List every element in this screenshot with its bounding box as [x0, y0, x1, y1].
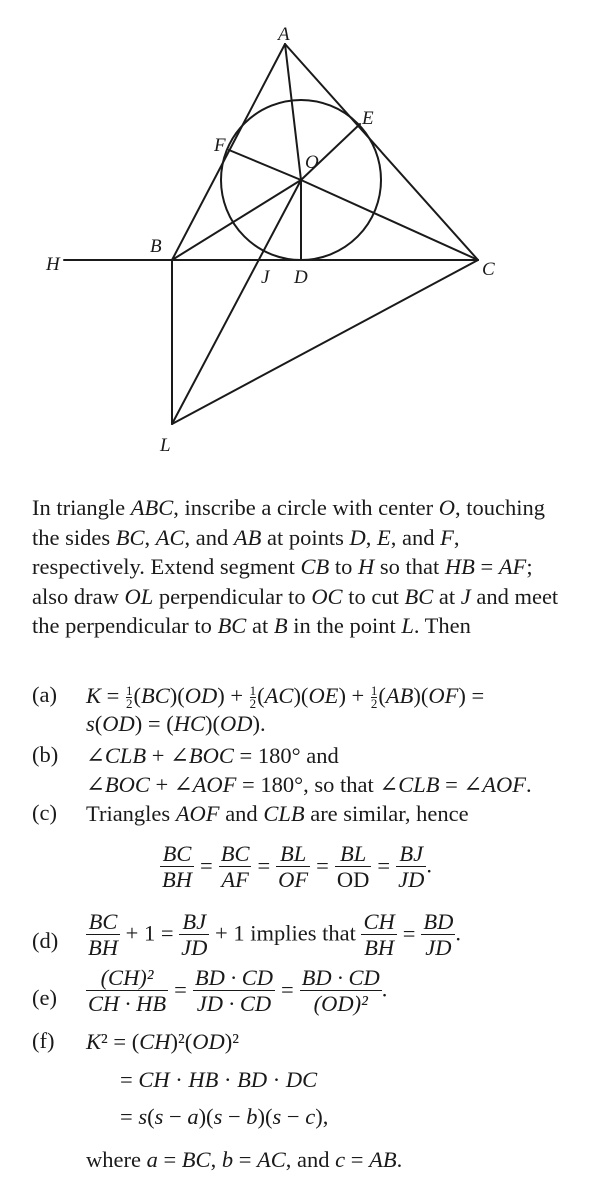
problem-paragraph	[32, 493, 572, 641]
step-a-tag: (a)	[32, 682, 57, 707]
label-j: J	[261, 267, 270, 288]
step-f-line4: where a = BC, b = AC, and c = AB.	[86, 1147, 403, 1172]
label-f: F	[214, 135, 226, 156]
step-b-line2: ∠BOC + ∠AOF = 180°, so that ∠CLB = ∠AOF.	[86, 772, 532, 797]
segment-of	[229, 150, 301, 180]
step-e-equation: $\frac{\text{(CH)²}}{CH \cdot HB}$ = $\frac{BD \cdot CD}{JD \cdot CD}$ = $\frac{BD \cdot CD}{\text{(OD)²}}$ .	[88, 965, 388, 1016]
step-b-line1: ∠CLB + ∠BOC = 180° and	[86, 743, 339, 768]
segment-ab	[172, 44, 285, 260]
step-c-tag: (c)	[32, 800, 57, 825]
step-a-line1: K = $\frac{1}{2}(BC)(OD)$ + $\frac{1}{2}(AC)(OE)$ + $\frac{1}{2}(AB)(OF)$ =	[86, 683, 485, 712]
step-d-equation: $\frac{BC}{BH}$ + 1 = $\frac{BJ}{JD}$ + 1 implies that $\frac{CH}{BH}$ = $\frac{BD}{JD}$ .	[88, 909, 462, 960]
figure-lines	[64, 44, 478, 424]
geometry-figure	[0, 0, 591, 470]
label-e: E	[362, 108, 374, 129]
step-f-line2: = CH · HB · BD · DC	[120, 1067, 318, 1092]
segment-lc	[172, 260, 478, 424]
step-c-line1: Triangles AOF and CLB are similar, hence	[86, 801, 469, 826]
segment-oc	[301, 180, 478, 260]
step-c-equation: $\frac{BC}{BH}$ = $\frac{BC}{AF}$ = $\frac{BL}{OF}$ = $\frac{BL}{OD}$ = $\frac{BJ}{JD}$ .	[162, 841, 432, 892]
label-b: B	[150, 236, 162, 257]
step-a-line2: s(OD) = (HC)(OD).	[86, 711, 266, 736]
label-h: H	[46, 254, 60, 275]
step-b-tag: (b)	[32, 742, 59, 767]
paragraph-rendered: In triangle ABC, inscribe a circle with center O, touching the sides BC, AC, and AB at points D, E, and F, respectively. Extend segment CB to H so that HB = AF; also draw OL perpendicular to OC to cut BC at J and meet the perpendicular to BC at B in the point L. Then	[32, 495, 559, 639]
segment-ao	[285, 44, 301, 180]
step-d-tag: (d)	[32, 928, 59, 953]
step-f-tag: (f)	[32, 1028, 55, 1053]
segment-ob	[172, 180, 301, 260]
step-f-line1: K² = (CH)²(OD)²	[86, 1029, 239, 1054]
step-f-line3: = s(s − a)(s − b)(s − c),	[120, 1104, 329, 1129]
segment-lo	[172, 180, 301, 424]
step-e-tag: (e)	[32, 985, 57, 1010]
label-c: C	[482, 259, 495, 280]
label-o: O	[305, 152, 319, 173]
label-a: A	[278, 24, 290, 45]
label-l: L	[160, 435, 171, 456]
label-d: D	[294, 267, 308, 288]
